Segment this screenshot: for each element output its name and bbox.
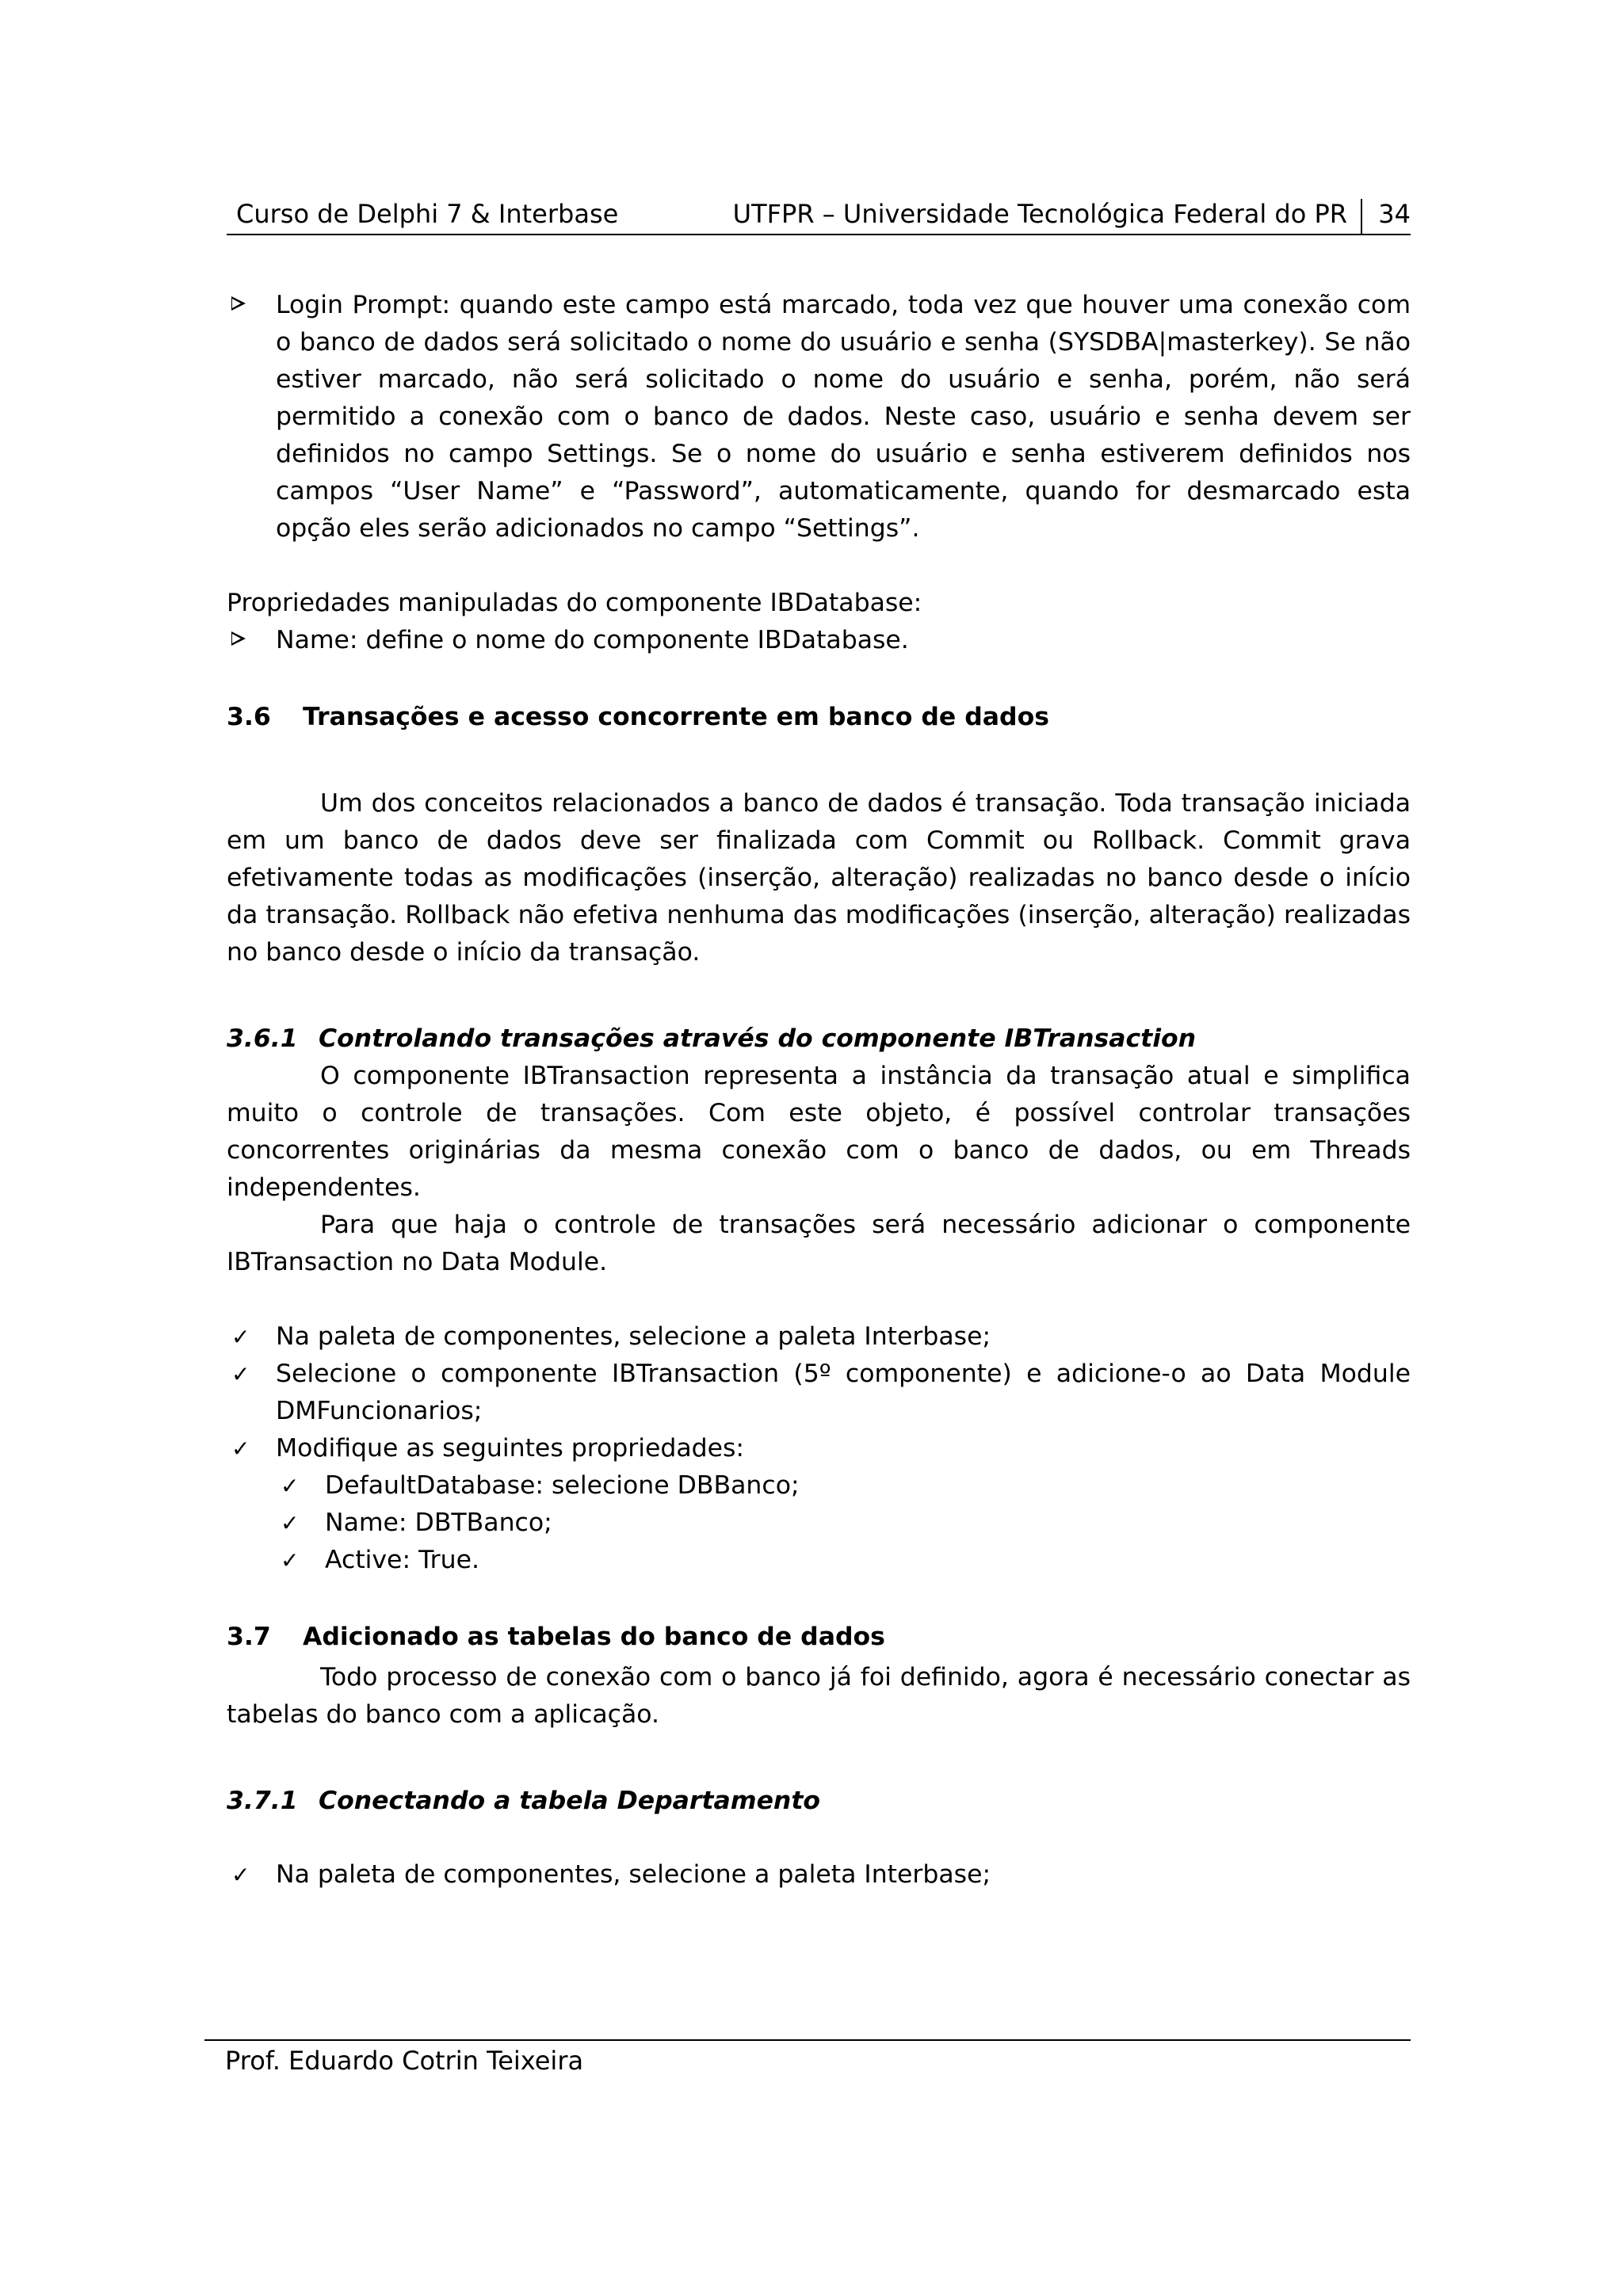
list-item — [227, 1430, 1411, 1467]
arrow-bullet-icon — [231, 287, 263, 324]
footer-author: Prof. Eduardo Cotrin Teixeira — [225, 2046, 584, 2076]
list-item — [227, 1856, 1411, 1894]
list-item-text: Name: define o nome do componente IBDatabase. — [276, 626, 909, 654]
list-item — [276, 1467, 1411, 1505]
steps-checklist — [227, 1318, 1411, 1467]
header-course-title: Curso de Delphi 7 & Interbase — [236, 199, 619, 229]
section-title: Transações e acesso concorrente em banco de dados — [303, 703, 1049, 731]
list-item — [227, 1318, 1411, 1356]
checkmark-icon: ✓ — [231, 1862, 250, 1888]
props-bullet-list — [227, 622, 1411, 659]
list-item — [276, 1505, 1411, 1542]
list-item-text: Login Prompt: quando este campo está marcado, toda vez que houver uma conexão com o banco de dados será solicitado o nome do usuário e senha (SYSDBA|masterkey). Se não estiver marcado, não será solicitado o nome do usuário e senha, porém, não será permitido a conexão com o banco de dados. Neste caso, usuário e senha devem ser definidos no campo Settings. Se o nome do usuário e senha estiverem definidos nos campos “User Name” e “Password”, automaticamente, quando for desmarcado esta opção eles serão adicionados no campo “Settings”. — [276, 291, 1411, 543]
section-heading-3-7-1 — [227, 1783, 1411, 1820]
section-title: Adicionado as tabelas do banco de dados — [303, 1623, 885, 1651]
checkmark-icon: ✓ — [231, 1436, 250, 1462]
section-title: Conectando a tabela Departamento — [319, 1787, 821, 1815]
list-item — [227, 287, 1411, 547]
section-title: Controlando transações através do componente IBTransaction — [319, 1024, 1197, 1053]
steps-checklist — [227, 1856, 1411, 1894]
list-item-text: Na paleta de componentes, selecione a paleta Interbase; — [276, 1860, 991, 1889]
paragraph: Todo processo de conexão com o banco já foi definido, agora é necessário conectar as tabelas do banco com a aplicação. — [227, 1663, 1411, 1729]
section-heading-3-6 — [227, 699, 1411, 736]
list-item-text: Selecione o componente IBTransaction (5º componente) e adicione-o ao Data Module DMFuncionarios; — [276, 1360, 1411, 1425]
list-item-text: DefaultDatabase: selecione DBBanco; — [325, 1471, 800, 1500]
checkmark-icon: ✓ — [231, 1324, 250, 1350]
section-number: 3.7 — [227, 1623, 271, 1651]
paragraph: Um dos conceitos relacionados a banco de dados é transação. Toda transação iniciada em um banco de dados deve ser finalizada com Commit ou Rollback. Commit grava efetivamente todas as modificações (inserção, alteração) realizadas no banco desde o início da transação. Rollback não efetiva nenhuma das modificações (inserção, alteração) realizadas no banco desde o início da transação. — [227, 789, 1411, 967]
list-item-text: Na paleta de componentes, selecione a paleta Interbase; — [276, 1322, 991, 1351]
checkmark-icon: ✓ — [281, 1473, 300, 1499]
page-content — [227, 287, 1411, 1894]
arrow-bullet-icon — [231, 622, 263, 659]
checkmark-icon: ✓ — [281, 1510, 300, 1536]
substeps-checklist — [276, 1467, 1411, 1579]
paragraph: Para que haja o controle de transações será necessário adicionar o componente IBTransaction no Data Module. — [227, 1211, 1411, 1276]
header-separator — [1361, 199, 1362, 234]
section-heading-3-6-1 — [227, 1020, 1411, 1058]
list-item-text: Modifique as seguintes propriedades: — [276, 1434, 745, 1463]
section-number: 3.6 — [227, 703, 271, 731]
section-heading-3-7 — [227, 1619, 1411, 1656]
section-number: 3.7.1 — [227, 1787, 298, 1815]
list-item-text: Name: DBTBanco; — [325, 1508, 552, 1537]
page-footer — [204, 2039, 1411, 2076]
intro-bullet-list — [227, 287, 1411, 547]
list-item — [276, 1542, 1411, 1579]
checkmark-icon: ✓ — [281, 1547, 300, 1573]
list-item — [227, 622, 1411, 659]
props-heading: Propriedades manipuladas do componente IBDatabase: — [227, 589, 922, 617]
page-number: 34 — [1378, 199, 1411, 229]
header-institution: UTFPR – Universidade Tecnológica Federal do PR — [732, 199, 1347, 229]
page-header — [227, 196, 1411, 235]
paragraph: O componente IBTransaction representa a instância da transação atual e simplifica muito o controle de transações. Com este objeto, é possível controlar transações concorrentes originárias da mesma conexão com o banco de dados, ou em Threads independentes. — [227, 1062, 1411, 1202]
checkmark-icon: ✓ — [231, 1361, 250, 1387]
list-item — [227, 1356, 1411, 1430]
section-number: 3.6.1 — [227, 1024, 298, 1053]
list-item-text: Active: True. — [325, 1546, 479, 1574]
